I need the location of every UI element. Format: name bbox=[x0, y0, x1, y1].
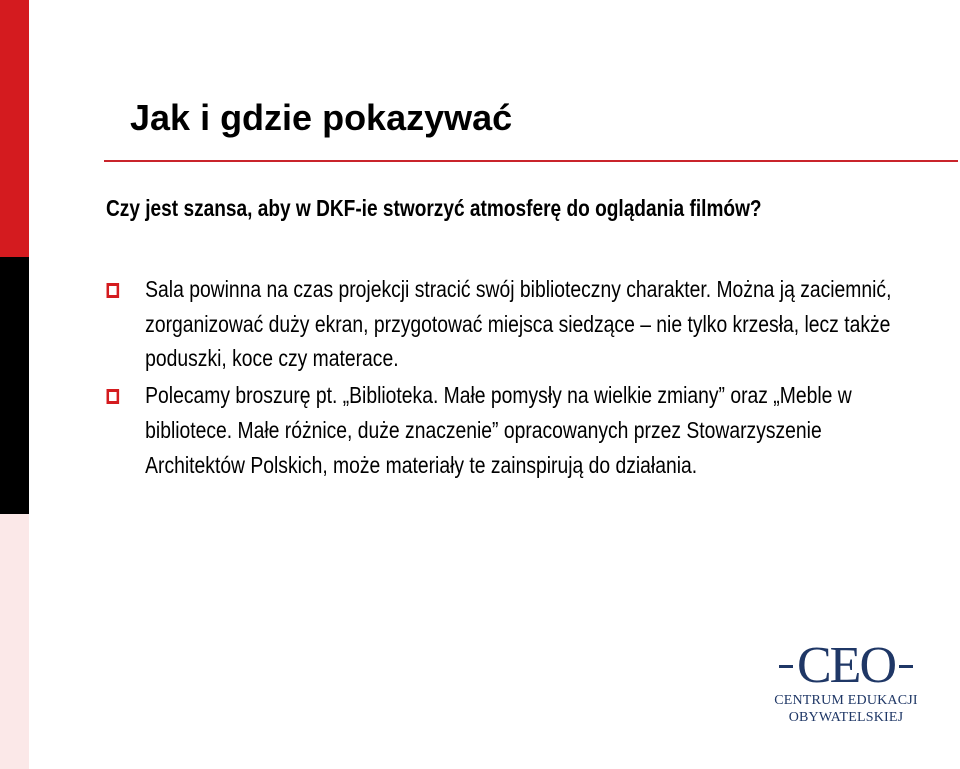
logo-line-2: OBYWATELSKIEJ bbox=[788, 710, 904, 725]
bullet-list bbox=[104, 272, 894, 484]
side-bar-red bbox=[0, 0, 29, 257]
bullet-item bbox=[104, 272, 894, 376]
logo-dash-left bbox=[779, 665, 793, 668]
logo-mark-text: CEO bbox=[797, 637, 895, 694]
logo-dash-right bbox=[899, 665, 913, 668]
side-bar-pink bbox=[0, 514, 29, 769]
title-divider bbox=[104, 160, 958, 162]
side-bar-black bbox=[0, 257, 29, 514]
logo-mark bbox=[768, 637, 924, 694]
bullet-item bbox=[104, 378, 894, 482]
bullet-text: Polecamy broszurę pt. „Biblioteka. Małe pomysły na wielkie zmiany” oraz „Meble w bibliotece. Małe różnice, duże znaczenie” opracowanych przez Stowarzyszenie Architektów Polskich, może materiały te zainspirują do działania. bbox=[145, 382, 852, 478]
ceo-logo bbox=[768, 637, 924, 728]
square-bullet-icon bbox=[107, 283, 120, 298]
square-bullet-icon bbox=[107, 389, 120, 404]
bullet-text: Sala powinna na czas projekcji stracić swój biblioteczny charakter. Można ją zaciemnić, zorganizować duży ekran, przygotować miejsca siedzące – nie tylko krzesła, lecz także poduszki, koce czy materace. bbox=[145, 276, 892, 372]
slide-title: Jak i gdzie pokazywać bbox=[130, 97, 513, 138]
slide-question: Czy jest szansa, aby w DKF-ie stworzyć atmosferę do oglądania filmów? bbox=[106, 195, 762, 221]
logo-line-1: CENTRUM EDUKACJI bbox=[774, 693, 918, 708]
